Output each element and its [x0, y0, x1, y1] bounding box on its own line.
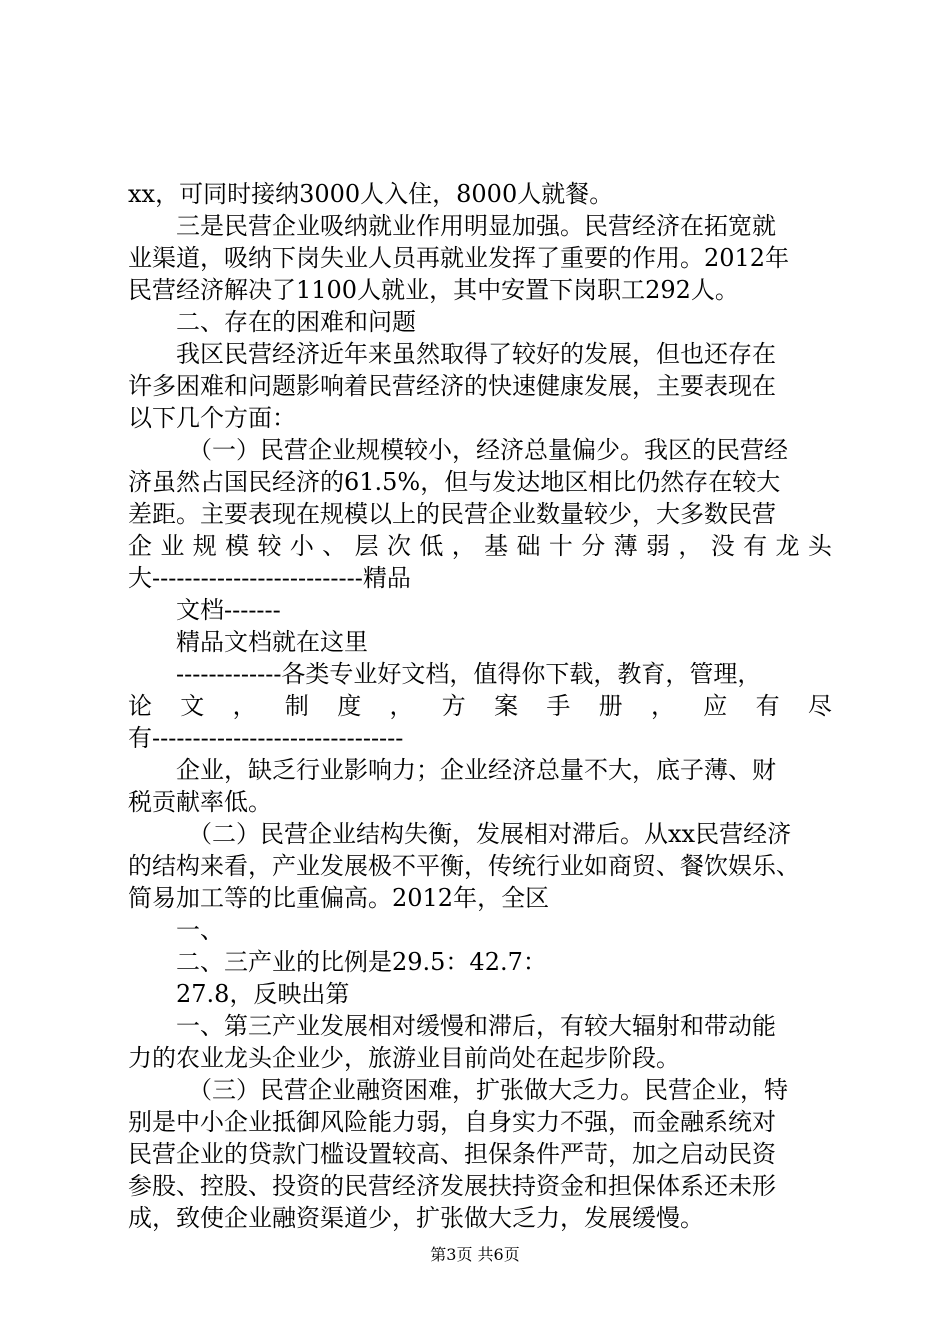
char: 薄	[613, 532, 638, 560]
char: 有	[755, 692, 780, 720]
text-line: 我区民营经济近年来虽然取得了较好的发展，但也还存在	[176, 340, 776, 368]
text-line-justified	[128, 690, 832, 722]
subsection-heading: （三）民营企业融资困难，扩张做大乏力。民营企业，特	[188, 1076, 788, 1104]
text-line: 参股、控股、投资的民营经济发展扶持资金和担保体系还未形	[128, 1172, 776, 1200]
text-line: 精品文档就在这里	[176, 628, 368, 656]
char: 应	[703, 692, 728, 720]
text-line: 业渠道，吸纳下岗失业人员再就业发挥了重要的作用。2012年	[128, 244, 790, 272]
text-line: 27.8，反映出第	[176, 980, 350, 1008]
text-line: 三是民营企业吸纳就业作用明显加强。民营经济在拓宽就	[176, 212, 776, 240]
char: ，	[389, 692, 414, 720]
subsection-heading: （一）民营企业规模较小，经济总量偏少。我区的民营经	[188, 436, 788, 464]
text-line: 一、	[176, 916, 224, 944]
page-footer	[0, 1245, 950, 1265]
char: 尽	[807, 692, 832, 720]
char: 论	[128, 692, 152, 720]
text-line: xx，可同时接纳3000人入住，8000人就餐。	[128, 180, 614, 208]
text-line: -------------各类专业好文档，值得你下载，教育，管理，	[176, 660, 762, 688]
char: 制	[284, 692, 309, 720]
char: ，	[678, 532, 703, 560]
char: 册	[598, 692, 623, 720]
char: 十	[548, 532, 573, 560]
char: 础	[516, 532, 541, 560]
char: 规	[192, 532, 217, 560]
section-heading: 二、存在的困难和问题	[176, 308, 416, 336]
char: 次	[387, 532, 411, 560]
text-line: 以下几个方面：	[128, 404, 296, 432]
text-line: 民营企业的贷款门槛设置较高、担保条件严苛，加之启动民资	[128, 1140, 776, 1168]
text-line: 的结构来看，产业发展极不平衡，传统行业如商贸、餐饮娱乐、	[128, 852, 800, 880]
char: 基	[484, 532, 509, 560]
char: 文	[180, 692, 205, 720]
char: 头	[807, 532, 832, 560]
text-line: 文档-------	[176, 596, 281, 624]
text-line: 成，致使企业融资渠道少，扩张做大乏力，发展缓慢。	[128, 1204, 704, 1232]
char: ，	[451, 532, 476, 560]
text-line: 一、第三产业发展相对缓慢和滞后，有较大辐射和带动能	[176, 1012, 776, 1040]
text-line: 民营经济解决了1100人就业，其中安置下岗职工292人。	[128, 276, 739, 304]
text-line: 力的农业龙头企业少，旅游业目前尚处在起步阶段。	[128, 1044, 680, 1072]
char: 企	[128, 532, 152, 560]
char: 分	[581, 532, 606, 560]
subsection-heading: （二）民营企业结构失衡，发展相对滞后。从xx民营经济	[188, 820, 792, 848]
text-line: 有-------------------------------	[128, 724, 404, 752]
char: 方	[441, 692, 466, 720]
text-line: 简易加工等的比重偏高。2012年，全区	[128, 884, 550, 912]
char: 度	[337, 692, 362, 720]
char: 业	[160, 532, 185, 560]
char: ，	[232, 692, 257, 720]
char: 案	[494, 692, 519, 720]
char: ，	[650, 692, 675, 720]
char: 手	[546, 692, 571, 720]
char: 模	[225, 532, 250, 560]
text-line: 济虽然占国民经济的61.5%，但与发达地区相比仍然存在较大	[128, 468, 781, 496]
char: 弱	[646, 532, 670, 560]
char: 较	[257, 532, 282, 560]
char: 、	[322, 532, 347, 560]
text-line-justified	[128, 530, 832, 562]
page-number: 第3页 共6页	[430, 1245, 520, 1264]
text-line: 许多困难和问题影响着民营经济的快速健康发展，主要表现在	[128, 372, 776, 400]
char: 层	[354, 532, 379, 560]
text-line: 别是中小企业抵御风险能力弱，自身实力不强，而金融系统对	[128, 1108, 776, 1136]
text-line: 企业，缺乏行业影响力；企业经济总量不大，底子薄、财	[176, 756, 776, 784]
text-line: 税贡献率低。	[128, 788, 272, 816]
char: 小	[289, 532, 314, 560]
char: 没	[710, 532, 735, 560]
char: 龙	[775, 532, 800, 560]
text-line: 差距。主要表现在规模以上的民营企业数量较少，大多数民营	[128, 500, 776, 528]
char: 低	[419, 532, 444, 560]
text-line: 二、三产业的比例是29.5：42.7：	[176, 948, 547, 976]
document-body	[128, 178, 832, 1234]
char: 有	[743, 532, 768, 560]
text-line: 大--------------------------精品	[128, 564, 411, 592]
